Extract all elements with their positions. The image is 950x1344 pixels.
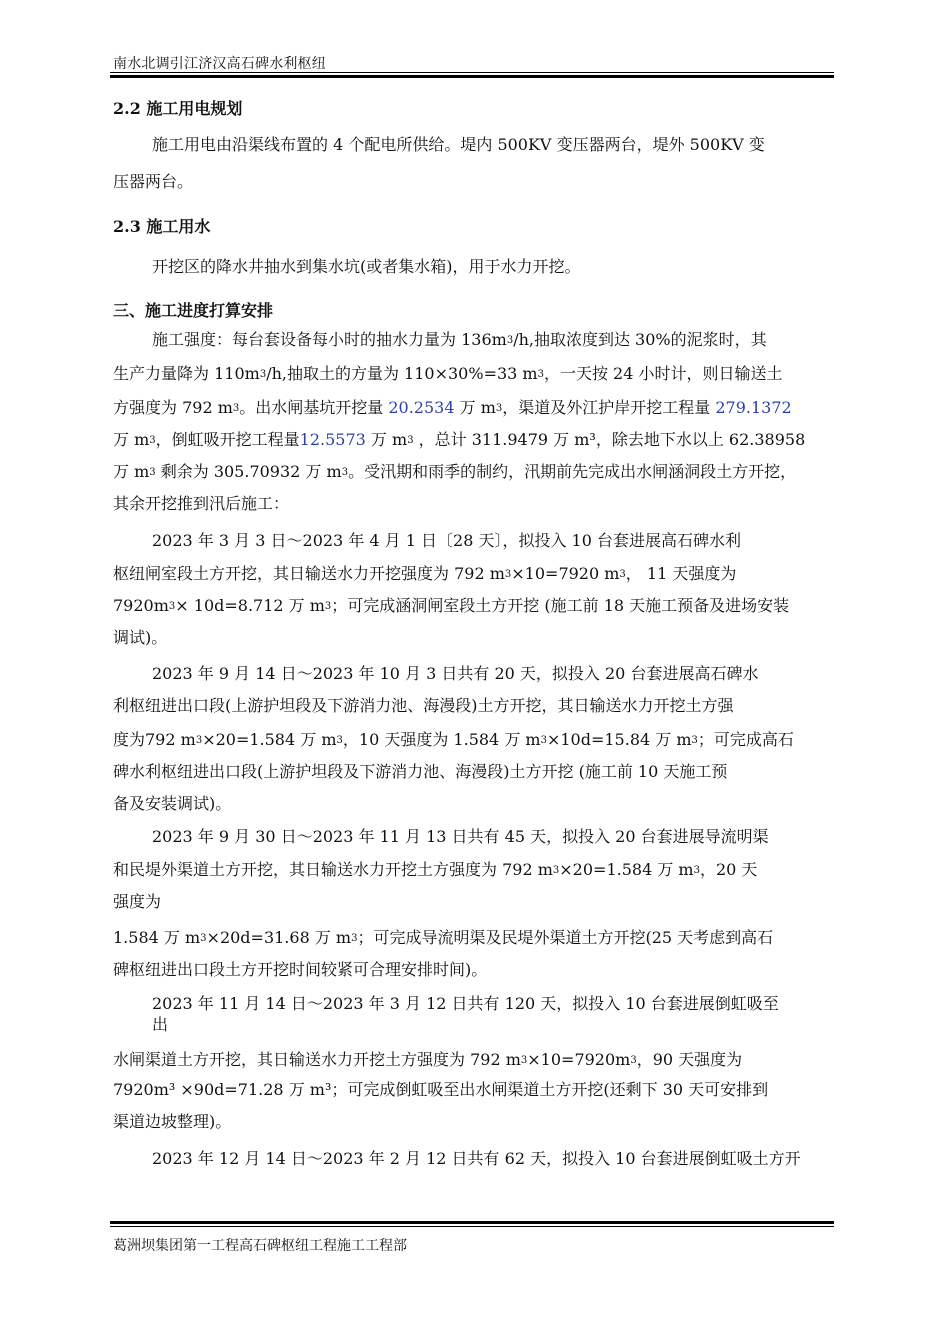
paragraph-line: 碑枢纽进出口段土方开挖时间较紧可合理安排时间)。 [113, 960, 488, 979]
header-rule-thin [110, 72, 834, 73]
paragraph-line: 7920m³ ×90d=71.28 万 m³；可完成倒虹吸至出水闸渠道土方开挖(还剩下 30 天可安排到 [113, 1080, 769, 1099]
paragraph-line: 1.584 万 $m^3\times 20d=31.68$ 万 $m^3$；可完成导流明渠及民堤外渠道土方开挖(25 天考虑到高石 [113, 928, 774, 947]
footer-rule-thick [110, 1221, 834, 1224]
paragraph-line: 调试)。 [113, 628, 168, 647]
paragraph-line: 2023 年 12 月 14 日～2023 年 2 月 12 日共有 62 天，拟投入 10 台套进展倒虹吸土方开 [152, 1149, 801, 1168]
section-heading-2-3: 2.3 施工用水 [113, 217, 211, 236]
excavation-volume-value: 20.2534 [388, 398, 455, 417]
section-heading-2-2: 2.2 施工用电规划 [113, 99, 243, 118]
excavation-volume-value: 279.1372 [715, 398, 792, 417]
paragraph-line: 备及安装调试)。 [113, 794, 232, 813]
section-heading-3: 三、施工进度打算安排 [113, 301, 274, 320]
paragraph-line: 其余开挖推到汛后施工： [113, 494, 290, 513]
page-footer: 葛洲坝集团第一工程高石碑枢纽工程施工工程部 [113, 1238, 407, 1254]
paragraph-line: 施工用电由沿渠线布置的 4 个配电所供给。堤内 500KV 变压器两台，堤外 500KV 变 [152, 135, 765, 154]
paragraph-line: $7920m^3\times 10d=8.712$ 万 $m^3$；可完成涵洞闸室段土方开挖 (施工前 18 天施工预备及进场安装 [113, 596, 790, 615]
paragraph-line: 利枢纽进出口段(上游护坦段及下游消力池、海漫段)土方开挖，其日输送水力开挖土方强 [113, 696, 734, 715]
paragraph-line: 2023 年 3 月 3 日～2023 年 4 月 1 日〔28 天〕，拟投入 10 台套进展高石碑水利 [152, 531, 741, 550]
paragraph-line: 2023 年 9 月 14 日～2023 年 10 月 3 日共有 20 天，拟投入 20 台套进展高石碑水 [152, 664, 759, 683]
paragraph-line: 渠道边坡整理)。 [113, 1112, 232, 1131]
paragraph-line: 生产力量降为 $110m^3/h$,抽取土的方量为 110×30%=33 $m^3$，一天按 24 小时计，则日输送土 [113, 364, 783, 383]
paragraph-line: 压器两台。 [113, 172, 194, 191]
paragraph-line: 万 $m^3$ 剩余为 305.70932 万 $m^3$。受汛期和雨季的制约，汛期前先完成出水闸涵洞段土方开挖， [113, 462, 797, 481]
paragraph-line: 万 $m^3$，倒虹吸开挖工程量12.5573 万 $m^3$ ，总计 311.9479 万 m³，除去地下水以上 62.38958 [113, 430, 806, 449]
paragraph-line: 出 [152, 1015, 169, 1034]
paragraph-line: 强度为 [113, 892, 162, 911]
paragraph-line: 方强度为 792 $m^3$。出水闸基坑开挖量 20.2534 万 $m^3$，渠道及外江护岸开挖工程量 279.1372 [113, 398, 792, 417]
paragraph-line: 2023 年 9 月 30 日～2023 年 11 月 13 日共有 45 天，拟投入 20 台套进展导流明渠 [152, 827, 769, 846]
paragraph-line: 和民堤外渠道土方开挖，其日输送水力开挖土方强度为 792 $m^3\times 20=1.584$ 万 $m^3$，20 天 [113, 860, 758, 879]
paragraph-line: 枢纽闸室段土方开挖，其日输送水力开挖强度为 792 $m^3\times 10=7920$ $m^3$， 11 天强度为 [113, 564, 737, 583]
footer-rule-thin [110, 1226, 834, 1227]
page-header: 南水北调引江济汉高石碑水利枢纽 [113, 56, 326, 72]
paragraph-line: 度为792 $m^3\times 20=1.584$ 万 $m^3$，10 天强度为 1.584 万 $m^3\times 10d=15.84$ 万 $m^3$；可完成高石 [113, 730, 794, 749]
paragraph-line: 2023 年 11 月 14 日～2023 年 3 月 12 日共有 120 天，拟投入 10 台套进展倒虹吸至 [152, 994, 779, 1013]
header-rule-thick [110, 75, 834, 78]
paragraph-line: 碑水利枢纽进出口段(上游护坦段及下游消力池、海漫段)土方开挖 (施工前 10 天施工预 [113, 762, 728, 781]
paragraph-line: 水闸渠道土方开挖，其日输送水力开挖土方强度为 792 $m^3\times 10=7920m^3$，90 天强度为 [113, 1050, 743, 1069]
paragraph-line: 施工强度：每台套设备每小时的抽水力量为 $136m^3/h$,抽取浓度到达 30%的泥浆时，其 [152, 330, 767, 349]
excavation-volume-value: 12.5573 [299, 430, 366, 449]
paragraph-line: 开挖区的降水井抽水到集水坑(或者集水箱)，用于水力开挖。 [152, 257, 581, 276]
